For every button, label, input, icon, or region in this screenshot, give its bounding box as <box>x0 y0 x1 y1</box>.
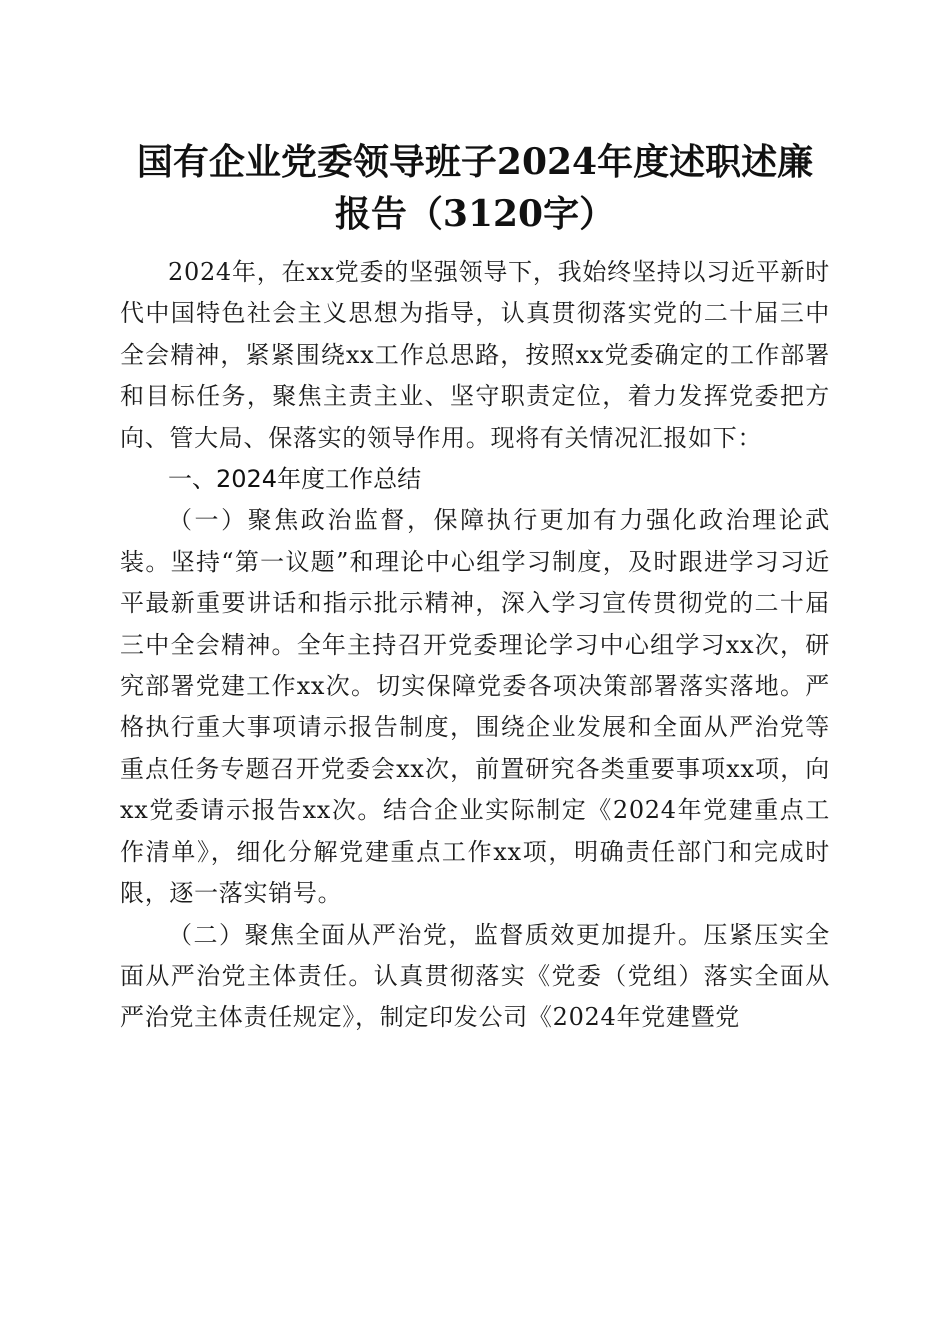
subsection-1-text: 强化政治理论武装。坚持“第一议题”和理论中心组学习制度，及时跟进学习习近平最新重要讲话和指示批示精神，深入学习宣传贯彻党的二十届三中全会精神。全年主持召开党委理论学习中心组学习xx次，研究部署党建工作xx次。切实保障党委各项决策部署落实落地。严格执行重大事项请示报告制度，围绕企业发展和全面从严治党等重点任务专题召开党委会xx次，前置研究各类重要事项xx项，向xx党委请示报告xx次。结合企业实际制定《2024年党建重点工作清单》，细化分解党建重点工作xx项，明确责任部门和完成时限，逐一落实销号。 <box>120 506 830 908</box>
intro-paragraph: 2024年，在xx党委的坚强领导下，我始终坚持以习近平新时代中国特色社会主义思想为指导，认真贯彻落实党的二十届三中全会精神，紧紧围绕xx工作总思路，按照xx党委确定的工作部署和目标任务，聚焦主责主业、坚守职责定位，着力发挥党委把方向、管大局、保落实的领导作用。现将有关情况汇报如下： <box>120 258 830 452</box>
subsection-2-heading: （二）聚焦全面从严治党，监督质效更加提升。 <box>168 920 704 949</box>
section-heading: 一、2024年度工作总结 <box>168 465 422 494</box>
subsection-2-text: 压紧压实全面从严治党主体责任。认真贯彻落实《党委（党组）落实全面从严治党主体责任规定》，制定印发公司《2024年党建暨党 <box>120 920 830 1032</box>
subsection-2-paragraph <box>120 915 830 1039</box>
document-body <box>120 252 830 1039</box>
subsection-1-heading: （一）聚焦政治监督，保障执行更加有力 <box>168 506 646 535</box>
subsection-1-paragraph <box>120 500 830 914</box>
document-title: 国有企业党委领导班子2024年度述职述廉报告（3120字） <box>136 141 814 235</box>
